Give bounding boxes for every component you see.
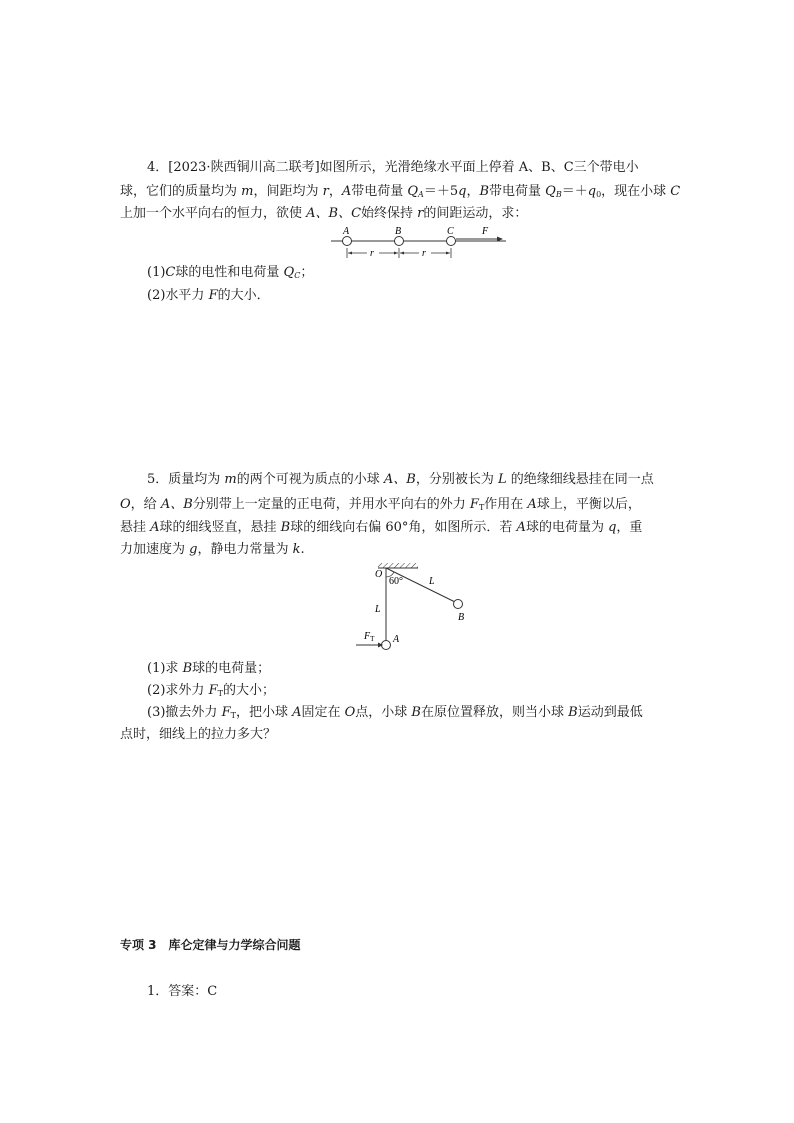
ball-c bbox=[447, 237, 456, 246]
dim-ab-label: r bbox=[370, 248, 374, 259]
p4-source: [2023·陕西铜川高二联考] bbox=[168, 160, 320, 175]
ball-a bbox=[343, 237, 352, 246]
dim-bc-head-left bbox=[400, 252, 404, 255]
p4-line1 bbox=[147, 158, 639, 178]
label-a-hanging: A bbox=[393, 634, 400, 645]
label-l-b: L bbox=[429, 576, 435, 587]
dim-bc-head-right bbox=[446, 252, 450, 255]
p5-line1: 5．质量均为 m的两个可视为质点的小球 A、B，分别被长为 L 的绝缘细线悬挂在同一点 bbox=[147, 472, 654, 487]
ball-b bbox=[395, 237, 404, 246]
label-a: A bbox=[343, 226, 350, 237]
label-b: B bbox=[395, 226, 402, 237]
label-f: F bbox=[482, 226, 489, 237]
p4-number: 4． bbox=[147, 160, 169, 175]
p5-figure bbox=[0, 560, 794, 660]
ball-b-hanging bbox=[454, 600, 463, 609]
answer-line: 1．答案：C bbox=[147, 984, 218, 999]
section-title: 专项 3 库仑定律与力学综合问题 bbox=[120, 938, 301, 952]
p4-figure bbox=[0, 222, 794, 262]
p4-line2: 球，它们的质量均为 m，间距均为 r，A带电荷量 $Q_A=+5q$，B带电荷量 $Q_B=+q_0$，现在小球 C bbox=[120, 184, 681, 199]
p4-q1: (1)C球的电性和电荷量 $Q_C$； bbox=[147, 265, 314, 280]
label-b-hanging: B bbox=[458, 612, 465, 623]
dim-bc-label: r bbox=[422, 248, 426, 259]
p5-q2: (2)求外力 $F_T$的大小； bbox=[147, 683, 275, 698]
p4-line1-text: 如图所示，光滑绝缘水平面上停着 A、B、C三个带电小 bbox=[319, 160, 639, 175]
ceiling-hatch bbox=[378, 563, 418, 568]
label-ft: $F_T$ bbox=[364, 631, 375, 643]
p5-q3-line1: (3)撤去外力 $F_T$，把小球 A固定在 O点，小球 B在原位置释放，则当小球 B运动到最低 bbox=[147, 705, 643, 720]
p5-q3-line2: 点时，细线上的拉力多大？ bbox=[120, 727, 277, 742]
label-o: O bbox=[375, 569, 383, 580]
dim-ab-head-left bbox=[348, 252, 352, 255]
p5-line2: O，给 A、B分别带上一定量的正电荷，并用水平向右的外力 $F_T$作用在 A球上，平衡以后， bbox=[120, 497, 641, 512]
label-c: C bbox=[447, 226, 454, 237]
p5-line4: 力加速度为 g，静电力常量为 k. bbox=[120, 542, 305, 557]
p4-line3: 上加一个水平向右的恒力，欲使 A、B、C始终保持 r的间距运动，求： bbox=[120, 206, 528, 221]
p4-q2: (2)水平力 F的大小． bbox=[147, 288, 270, 303]
dim-ab-head-right bbox=[394, 252, 398, 255]
p5-line3: 悬挂 A球的细线竖直，悬挂 B球的细线向右偏 60°角，如图所示．若 A球的电荷量为 q，重 bbox=[120, 520, 643, 535]
p5-q1: (1)求 B球的电荷量； bbox=[147, 661, 271, 676]
label-l-a: L bbox=[375, 604, 381, 615]
label-angle: 60° bbox=[389, 576, 403, 587]
